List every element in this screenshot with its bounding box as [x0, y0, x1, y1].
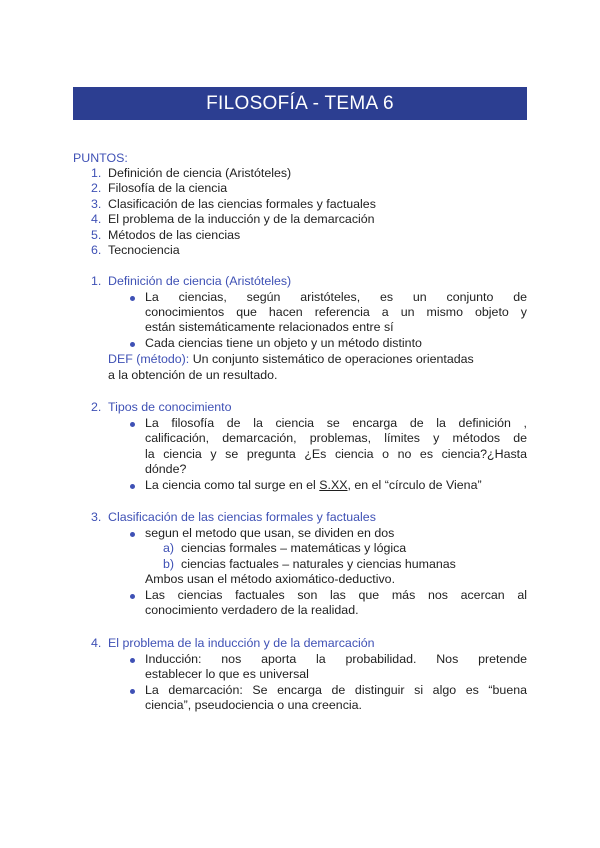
definition-line: a la obtención de un resultado.	[108, 368, 278, 382]
section-heading: Clasificación de las ciencias formales y factuales	[108, 510, 376, 524]
toc-item: El problema de la inducción y de la demarcación	[108, 212, 375, 226]
sub-item: ciencias formales – matemáticas y lógica	[181, 541, 407, 555]
paragraph-line	[145, 478, 482, 494]
paragraph-line: segun el metodo que usan, se dividen en dos	[145, 526, 395, 540]
toc-number: 1.	[91, 166, 102, 180]
text-span: La ciencia como tal surge en el	[145, 478, 320, 492]
definition-label: DEF (método):	[108, 352, 190, 366]
toc-item: Métodos de las ciencias	[108, 228, 241, 242]
section-number: 2.	[91, 400, 102, 414]
paragraph-line: conocimiento verdadero de la realidad.	[145, 603, 359, 617]
section-heading: Definición de ciencia (Aristóteles)	[108, 274, 292, 288]
paragraph-line: establecer lo que es universal	[145, 667, 309, 681]
toc-number: 3.	[91, 197, 102, 211]
section-heading: El problema de la inducción y de la demarcación	[108, 636, 375, 650]
bullet-icon	[130, 296, 135, 301]
sub-item: ciencias factuales – naturales y ciencias humanas	[181, 557, 456, 571]
bullet-icon	[130, 689, 135, 694]
page-title: FILOSOFÍA - TEMA 6	[73, 87, 527, 120]
definition-text: Un conjunto sistemático de operaciones orientadas	[189, 352, 474, 366]
bullet-icon	[130, 342, 135, 347]
paragraph-line: dónde?	[145, 462, 187, 476]
paragraph-line: Ambos usan el método axiomático-deductivo.	[145, 572, 396, 586]
puntos-label: PUNTOS:	[73, 151, 128, 165]
paragraph-line: Cada ciencias tiene un objeto y un método distinto	[145, 336, 422, 350]
paragraph-line: ciencia”, pseudociencia o una creencia.	[145, 698, 362, 712]
paragraph-line: Inducción: nos aporta la probabilidad. Nos pretende	[145, 652, 527, 666]
paragraph-line: están sistemáticamente relacionados entre sí	[145, 320, 394, 334]
bullet-icon	[130, 658, 135, 663]
toc-item: Clasificación de las ciencias formales y factuales	[108, 197, 376, 211]
toc-item: Tecnociencia	[108, 243, 180, 257]
bullet-icon	[130, 422, 135, 427]
section-number: 3.	[91, 510, 102, 524]
paragraph-line: conocimientos que hacen referencia a un mismo objeto y	[145, 305, 527, 319]
paragraph-line: Las ciencias factuales son las que más nos acercan al	[145, 588, 527, 602]
toc-number: 4.	[91, 212, 102, 226]
paragraph-line: La filosofía de la ciencia se encarga de la definición ,	[145, 416, 527, 430]
paragraph-line: La demarcación: Se encarga de distinguir si algo es “buena	[145, 683, 527, 697]
section-heading: Tipos de conocimiento	[108, 400, 232, 414]
section-number: 1.	[91, 274, 102, 288]
definition-line	[108, 352, 474, 368]
toc-item: Filosofía de la ciencia	[108, 181, 228, 195]
sxx-underlined: S.XX	[319, 478, 348, 492]
paragraph-line: calificación, demarcación, problemas, límites y métodos de	[145, 431, 527, 445]
bullet-icon	[130, 484, 135, 489]
sub-label: b)	[163, 557, 175, 571]
toc-item: Definición de ciencia (Aristóteles)	[108, 166, 292, 180]
bullet-icon	[130, 532, 135, 537]
section-number: 4.	[91, 636, 102, 650]
text-span: , en el “círculo de Viena”	[347, 478, 482, 492]
toc-number: 2.	[91, 181, 102, 195]
toc-number: 5.	[91, 228, 102, 242]
sub-label: a)	[163, 541, 175, 555]
paragraph-line: la ciencia y se pregunta ¿Es ciencia o no es ciencia?¿Hasta	[145, 447, 527, 461]
toc-number: 6.	[91, 243, 102, 257]
bullet-icon	[130, 594, 135, 599]
paragraph-line: La ciencias, según aristóteles, es un conjunto de	[145, 290, 527, 304]
